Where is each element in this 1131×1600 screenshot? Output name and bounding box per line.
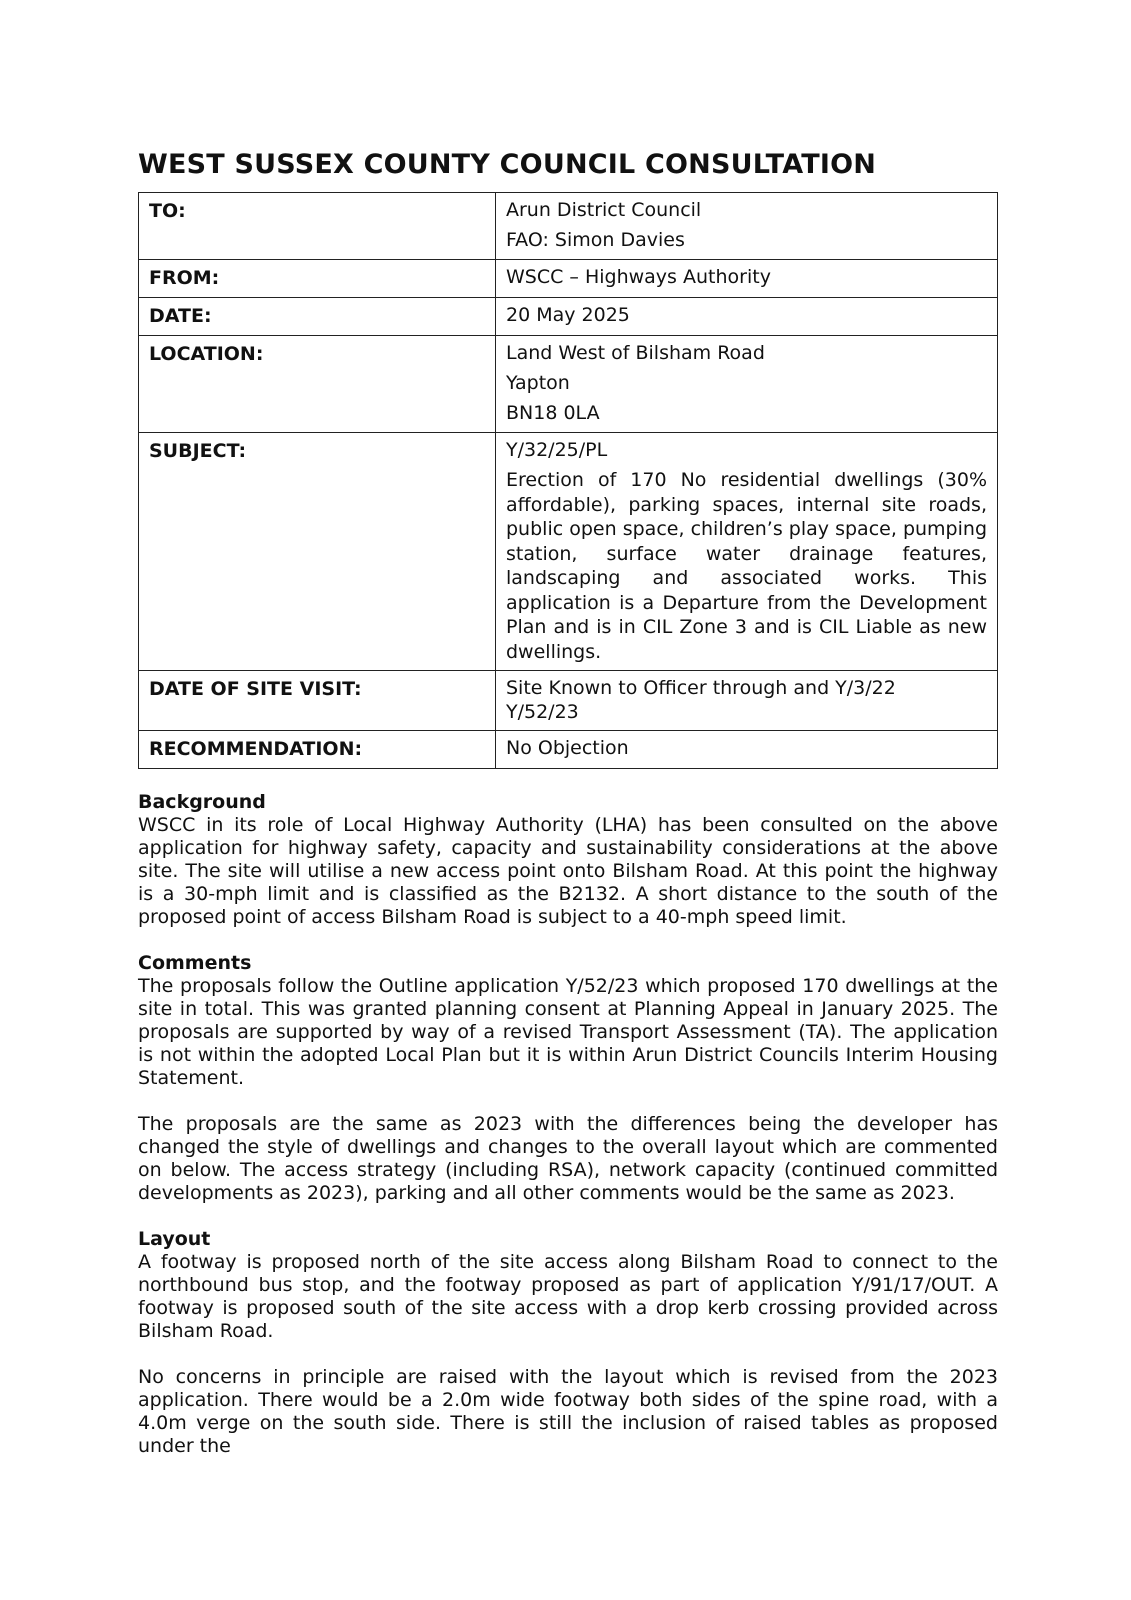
- subject-reference: Y/32/25/PL: [506, 439, 608, 461]
- location-value-line: BN18 0LA: [506, 402, 600, 424]
- table-row-location: [139, 336, 998, 433]
- location-value-line: Yapton: [506, 372, 570, 394]
- to-value-line: Arun District Council: [506, 199, 702, 221]
- layout-paragraph: No concerns in principle are raised with the layout which is revised from the 2023 application. There would be a 2.0m wide footway both sides of the spine road, with a 4.0m verge on the south side. There is still the inclusion of raised tables as proposed under the: [138, 1366, 998, 1457]
- subject-value: [496, 433, 998, 671]
- document-page: [138, 148, 998, 1481]
- from-value-line: WSCC – Highways Authority: [506, 266, 771, 288]
- site-visit-label: DATE OF SITE VISIT:: [139, 671, 496, 731]
- table-row-to: [139, 193, 998, 260]
- to-value-line: FAO: Simon Davies: [506, 229, 685, 251]
- subject-label: SUBJECT:: [139, 433, 496, 671]
- site-visit-value: [496, 671, 998, 731]
- table-row-recommendation: [139, 731, 998, 769]
- date-value: [496, 298, 998, 336]
- document-body: [138, 791, 998, 1458]
- recommendation-label: RECOMMENDATION:: [139, 731, 496, 769]
- location-value-line: Land West of Bilsham Road: [506, 342, 765, 364]
- layout-heading: Layout: [138, 1228, 211, 1250]
- recommendation-value: [496, 731, 998, 769]
- to-value: [496, 193, 998, 260]
- subject-description: Erection of 170 No residential dwellings (30% affordable), parking spaces, internal site roads, public open space, children’s play space, pumping station, surface water drainage features, landscaping and associated works. This application is a Departure from the Development Plan and is in CIL Zone 3 and is CIL Liable as new dwellings.: [506, 469, 987, 663]
- layout-paragraph: A footway is proposed north of the site access along Bilsham Road to connect to the northbound bus stop, and the footway proposed as part of application Y/91/17/OUT. A footway is proposed south of the site access with a drop kerb crossing provided across Bilsham Road.: [138, 1251, 998, 1342]
- to-label: TO:: [139, 193, 496, 260]
- location-label: LOCATION:: [139, 336, 496, 433]
- from-label: FROM:: [139, 260, 496, 298]
- background-paragraph: WSCC in its role of Local Highway Authority (LHA) has been consulted on the above application for highway safety, capacity and sustainability considerations at the above site. The site will utilise a new access point onto Bilsham Road. At this point the highway is a 30-mph limit and is classified as the B2132. A short distance to the south of the proposed point of access Bilsham Road is subject to a 40-mph speed limit.: [138, 814, 998, 928]
- document-title: WEST SUSSEX COUNTY COUNCIL CONSULTATION: [138, 149, 877, 180]
- comments-heading: Comments: [138, 952, 252, 974]
- from-value: [496, 260, 998, 298]
- table-row-date: [139, 298, 998, 336]
- comments-paragraph: The proposals are the same as 2023 with the differences being the developer has changed the style of dwellings and changes to the overall layout which are commented on below. The access strategy (including RSA), network capacity (continued committed developments as 2023), parking and all other comments would be the same as 2023.: [138, 1113, 998, 1204]
- table-row-site-visit: [139, 671, 998, 731]
- date-label: DATE:: [139, 298, 496, 336]
- date-value-line: 20 May 2025: [506, 304, 630, 326]
- recommendation-value-line: No Objection: [506, 737, 629, 759]
- consultation-table: [138, 192, 998, 769]
- comments-paragraph: The proposals follow the Outline application Y/52/23 which proposed 170 dwellings at the site in total. This was granted planning consent at Planning Appeal in January 2025. The proposals are supported by way of a revised Transport Assessment (TA). The application is not within the adopted Local Plan but it is within Arun District Councils Interim Housing Statement.: [138, 975, 998, 1089]
- table-row-subject: [139, 433, 998, 671]
- site-visit-value-line: Site Known to Officer through and Y/3/22 Y/52/23: [506, 677, 896, 723]
- location-value: [496, 336, 998, 433]
- background-heading: Background: [138, 791, 266, 813]
- table-row-from: [139, 260, 998, 298]
